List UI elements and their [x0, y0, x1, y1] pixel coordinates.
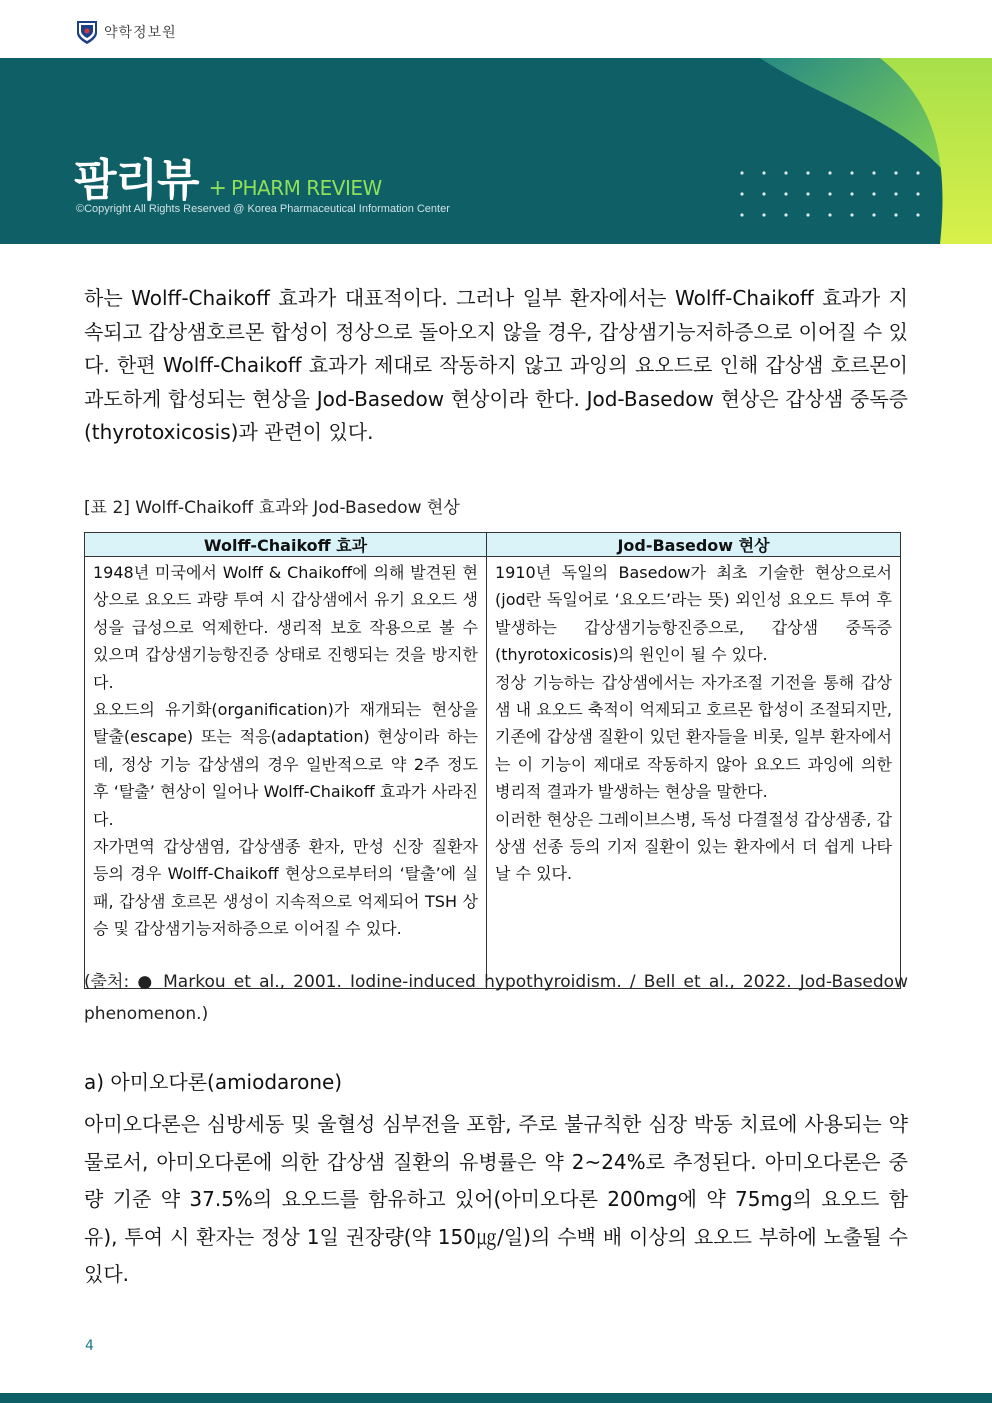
- cell-jod-basedow: [487, 557, 901, 989]
- brand-subtitle: PHARM REVIEW: [230, 176, 382, 200]
- copyright-notice: ©Copyright All Rights Reserved @ Korea Pharmaceutical Information Center: [76, 203, 450, 215]
- brand-plus: +: [208, 176, 227, 201]
- table-caption: [표 2] Wolff-Chaikoff 효과와 Jod-Basedow 현상: [84, 498, 460, 518]
- banner: [0, 58, 992, 244]
- comparison-table: [84, 532, 901, 989]
- table-header-row: [85, 533, 901, 557]
- table-source: (출처: ● Markou et al., 2001. Iodine-induced hypothyroidism. / Bell et al., 2022. Jod-Basedow phenomenon.): [84, 972, 908, 1024]
- wolff-paragraph-3: 자가면역 갑상샘염, 갑상샘종 환자, 만성 신장 질환자 등의 경우 Wolff-Chaikoff 현상으로부터의 ‘탈출’에 실패, 갑상샘 호르몬 생성이 지속적으로 억제되어 TSH 상승 및 갑상샘기능저하증으로 이어질 수 있다.: [93, 837, 478, 939]
- brand-subtitle-group: [209, 176, 382, 201]
- footer-bar: [0, 1393, 992, 1403]
- jod-paragraph-3: 이러한 현상은 그레이브스병, 독성 다결절성 갑상샘종, 갑상샘 선종 등의 기저 질환이 있는 환자에서 더 쉽게 나타날 수 있다.: [495, 809, 892, 884]
- jod-paragraph-1: 1910년 독일의 Basedow가 최초 기술한 현상으로서(jod란 독일어로 ‘요오드’라는 뜻) 외인성 요오드 투여 후 발생하는 갑상샘기능항진증으로, 갑상샘 중독증(thyrotoxicosis)의 원인이 될 수 있다.: [495, 563, 892, 665]
- table-row: [85, 557, 901, 989]
- page-number: 4: [85, 1338, 94, 1354]
- section-heading: a) 아미오다론(amiodarone): [84, 1070, 343, 1094]
- section-paragraph: 아미오다론은 심방세동 및 울혈성 심부전을 포함, 주로 불규칙한 심장 박동 치료에 사용되는 약물로서, 아미오다론에 의한 갑상샘 질환의 유병률은 약 2~24%로 추정된다. 아미오다론은 중량 기준 약 37.5%의 요오드를 함유하고 있어(아미오다론 200mg에 약 75mg의 요오드 함유), 투여 시 환자는 정상 1일 권장량(약 150㎍/일)의 수백 배 이상의 요오드 부하에 노출될 수 있다.: [84, 1112, 908, 1286]
- header-wolff-chaikoff: Wolff-Chaikoff 효과: [85, 533, 487, 557]
- intro-paragraph: 하는 Wolff-Chaikoff 효과가 대표적이다. 그러나 일부 환자에서는 Wolff-Chaikoff 효과가 지속되고 갑상샘호르몬 합성이 정상으로 돌아오지 않을 경우, 갑상샘기능저하증으로 이어질 수 있다. 한편 Wolff-Chaikoff 효과가 제대로 작동하지 않고 과잉의 요오드로 인해 갑상샘 호르몬이 과도하게 합성되는 현상을 Jod-Basedow 현상이라 한다. Jod-Basedow 현상은 갑상샘 중독증(thyrotoxicosis)과 관련이 있다.: [84, 286, 908, 444]
- org-header: [76, 16, 177, 48]
- org-name: 약학정보원: [104, 25, 177, 41]
- header-jod-basedow: Jod-Basedow 현상: [487, 533, 901, 557]
- jod-paragraph-2: 정상 기능하는 갑상샘에서는 자가조절 기전을 통해 갑상샘 내 요오드 축적이 억제되고 호르몬 합성이 조절되지만, 기존에 갑상샘 질환이 있던 환자들을 비롯, 일부 환자에서는 이 기능이 제대로 작동하지 않아 요오드 과잉에 의한 병리적 결과가 발생하는 현상을 말한다.: [495, 672, 892, 802]
- wolff-paragraph-2: 요오드의 유기화(organification)가 재개되는 현상을 탈출(escape) 또는 적응(adaptation) 현상이라 하는데, 정상 기능 갑상샘의 경우 일반적으로 약 2주 정도 후 ‘탈출’ 현상이 일어나 Wolff-Chaikoff 효과가 사라진다.: [93, 700, 478, 829]
- brand: [74, 144, 382, 208]
- cell-wolff-chaikoff: [85, 557, 487, 989]
- org-emblem-icon: [76, 19, 98, 45]
- wolff-paragraph-1: 1948년 미국에서 Wolff & Chaikoff에 의해 발견된 현상으로 요오드 과량 투여 시 갑상샘에서 유기 요오드 생성을 급성으로 억제한다. 생리적 보호 작용으로 볼 수 있으며 갑상샘기능항진증 상태로 진행되는 것을 방지한다.: [93, 563, 478, 692]
- brand-title: 팜리뷰: [74, 155, 199, 206]
